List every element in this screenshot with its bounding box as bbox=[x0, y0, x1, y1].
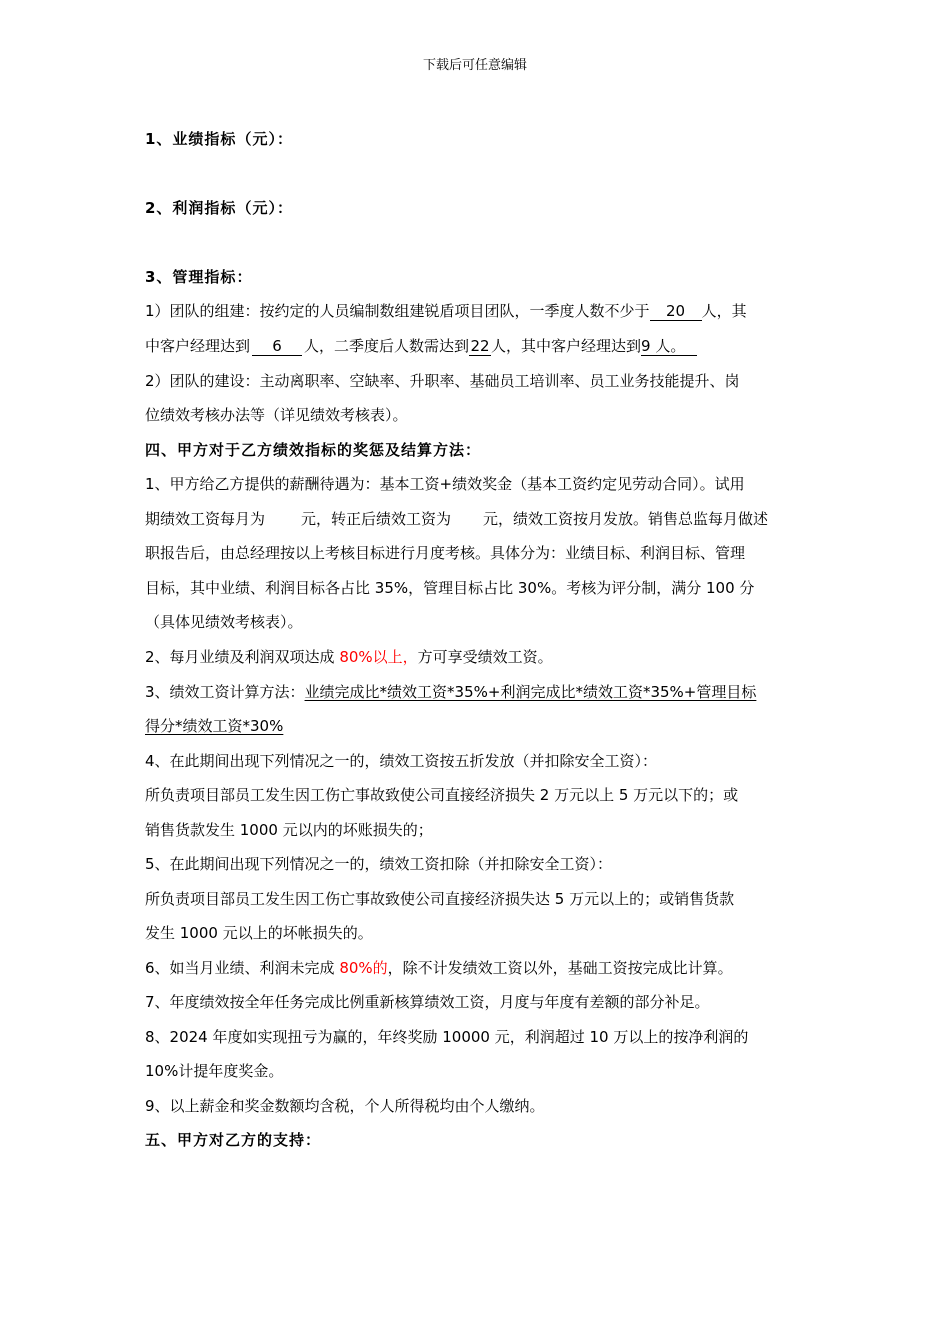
heading-performance-target: 1、业绩指标（元）： bbox=[145, 130, 293, 148]
formula-part-2: 得分*绩效工资*30% bbox=[145, 717, 284, 735]
clause-8-line-1: 8、2024 年度如实现扭亏为赢的，年终奖励 10000 元，利润超过 10 万以上的按净利润的 bbox=[145, 1028, 749, 1046]
clause-1-line-4: 目标，其中业绩、利润目标各占比 35%，管理目标占比 30%。考核为评分制，满分 100 分 bbox=[145, 579, 755, 597]
clause-4-line-2: 所负责项目部员工发生因工伤亡事故致使公司直接经济损失 2 万元以上 5 万元以下的；或 bbox=[145, 786, 739, 804]
heading-profit-target: 2、利润指标（元）： bbox=[145, 199, 293, 217]
clause-1-line-1: 1、甲方给乙方提供的薪酬待遇为：基本工资+绩效奖金（基本工资约定见劳动合同）。试用 bbox=[145, 475, 745, 493]
highlight-80-percent-2: 80%的 bbox=[339, 959, 388, 977]
clause-1-line-2: 期绩效工资每月为 元，转正后绩效工资为 元，绩效工资按月发放。销售总监每月做述 bbox=[145, 510, 769, 528]
team-building-line-1: 2）团队的建设：主动离职率、空缺率、升职率、基础员工培训率、员工业务技能提升、岗 bbox=[145, 372, 740, 390]
clause-9: 9、以上薪金和奖金数额均含税，个人所得税均由个人缴纳。 bbox=[145, 1097, 545, 1115]
clause-5-line-2: 所负责项目部员工发生因工伤亡事故致使公司直接经济损失达 5 万元以上的；或销售货款 bbox=[145, 890, 735, 908]
clause-3-line-2 bbox=[145, 715, 825, 737]
highlight-80-percent: 80%以上， bbox=[339, 648, 418, 666]
clause-5-line-3: 发生 1000 元以上的坏帐损失的。 bbox=[145, 924, 373, 942]
clause-1-line-5: （具体见绩效考核表）。 bbox=[145, 613, 303, 631]
page-header: 下载后可任意编辑 bbox=[422, 58, 527, 73]
section-5-heading: 五、甲方对乙方的支持： bbox=[145, 1131, 322, 1149]
account-manager-q1-blank: 6 bbox=[252, 337, 302, 356]
clause-3-line-1: 3、绩效工资计算方法：业绩完成比*绩效工资*35%+利润完成比*绩效工资*35%+管理目标 bbox=[145, 683, 757, 701]
team-size-q2-blank: 22 bbox=[470, 337, 490, 355]
team-building-line-2: 位绩效考核办法等（详见绩效考核表）。 bbox=[145, 406, 408, 424]
clause-4-line-1: 4、在此期间出现下列情况之一的，绩效工资按五折发放（并扣除安全工资）： bbox=[145, 752, 658, 770]
clause-8-line-2: 10%计提年度奖金。 bbox=[145, 1062, 284, 1080]
team-formation-line-1: 1）团队的组建：按约定的人员编制数组建锐盾项目团队，一季度人数不少于 20 人，其 bbox=[145, 302, 747, 320]
clause-5-line-1: 5、在此期间出现下列情况之一的，绩效工资扣除（并扣除安全工资）： bbox=[145, 855, 613, 873]
clause-1-line-3: 职报告后，由总经理按以上考核目标进行月度考核。具体分为：业绩目标、利润目标、管理 bbox=[145, 544, 746, 562]
clause-6: 6、如当月业绩、利润未完成 80%的，除不计发绩效工资以外，基础工资按完成比计算。 bbox=[145, 959, 733, 977]
clause-2: 2、每月业绩及利润双项达成 80%以上，方可享受绩效工资。 bbox=[145, 648, 553, 666]
clause-7: 7、年度绩效按全年任务完成比例重新核算绩效工资，月度与年度有差额的部分补足。 bbox=[145, 993, 710, 1011]
team-size-blank: 20 bbox=[650, 302, 702, 321]
team-formation-line-2: 中客户经理达到 6 人，二季度后人数需达到22人，其中客户经理达到9 人。 bbox=[145, 335, 825, 357]
formula-part-1: 业绩完成比*绩效工资*35%+利润完成比*绩效工资*35%+管理目标 bbox=[304, 683, 757, 701]
heading-management-target: 3、管理指标： bbox=[145, 268, 253, 286]
account-manager-q2-blank: 9 人。 bbox=[641, 337, 697, 356]
clause-4-line-3: 销售货款发生 1000 元以内的坏账损失的； bbox=[145, 821, 433, 839]
section-4-heading: 四、甲方对于乙方绩效指标的奖惩及结算方法： bbox=[145, 441, 482, 459]
